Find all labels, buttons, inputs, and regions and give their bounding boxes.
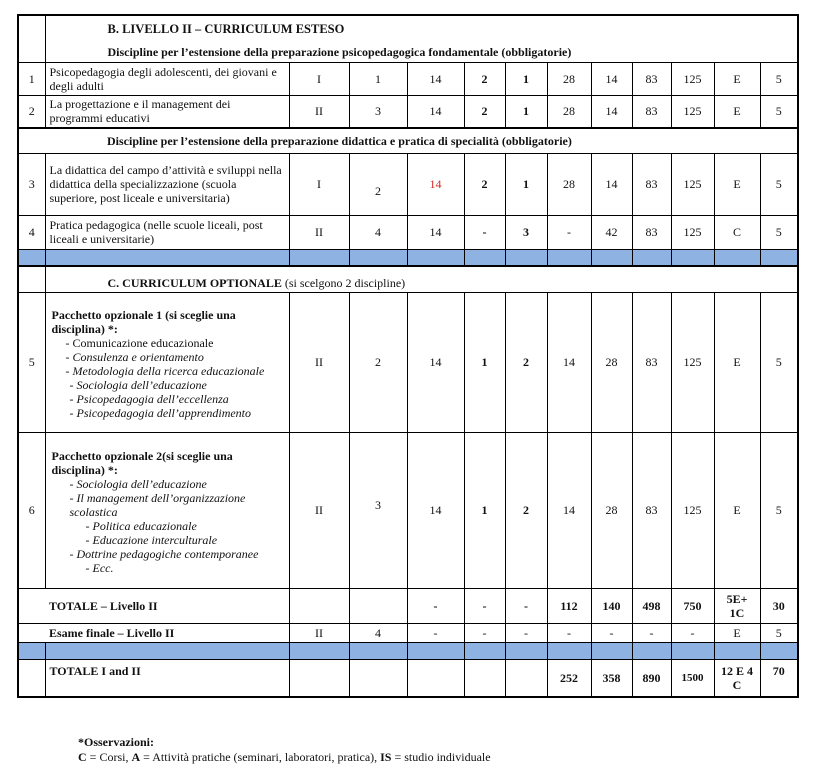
notes-heading: *Osservazioni: [78, 735, 154, 749]
value: 1 [505, 153, 547, 215]
credits: 5 [760, 62, 798, 95]
discipline-name: La progettazione e il management dei programmi educativi [45, 95, 289, 128]
value: 358 [591, 659, 632, 697]
value: 83 [632, 153, 671, 215]
semester: II [289, 215, 349, 249]
blank-cell [18, 266, 45, 292]
value: 14 [407, 153, 464, 215]
blank-cell [349, 659, 407, 697]
legend-text: = Corsi, [86, 750, 132, 764]
value: 1 [505, 62, 547, 95]
value: 2 [505, 432, 547, 588]
value: - [547, 215, 591, 249]
value: 83 [632, 432, 671, 588]
value: 1 [505, 95, 547, 128]
total-row [18, 588, 798, 623]
list-item: - Educazione interculturale [85, 532, 218, 547]
credits: 5 [760, 623, 798, 642]
value: 28 [547, 62, 591, 95]
value: 83 [632, 62, 671, 95]
value: 14 [407, 215, 464, 249]
group2-header [18, 128, 798, 153]
order: 2 [349, 153, 407, 215]
value: 1500 [671, 659, 714, 697]
order: 3 [349, 95, 407, 128]
value: 28 [591, 292, 632, 432]
legend-key: IS [380, 750, 392, 764]
value: 252 [547, 659, 591, 697]
value: - [505, 623, 547, 642]
credits: 5 [760, 95, 798, 128]
table-row [18, 215, 798, 249]
blank-cell [18, 659, 45, 697]
value: 890 [632, 659, 671, 697]
legend-text: = Attività pratiche (seminari, laboratori, pratica), [140, 750, 381, 764]
value: - [671, 623, 714, 642]
legend-key: A [131, 750, 141, 764]
credits: 30 [760, 588, 798, 623]
value: 2 [464, 62, 505, 95]
order: 2 [349, 292, 407, 432]
semester: I [289, 62, 349, 95]
value: 1 [464, 292, 505, 432]
order: 1 [349, 62, 407, 95]
discipline-name: La didattica del campo d’attività e sviluppi nella didattica della specializzazione (scuola superiore, post liceale e universitaria) [45, 153, 289, 215]
table-row [18, 62, 798, 95]
value: 14 [407, 62, 464, 95]
value: 14 [547, 432, 591, 588]
exam-type: E [714, 623, 760, 642]
value: 14 [591, 153, 632, 215]
exam-label: Esame finale – Livello II [18, 623, 289, 642]
value: 140 [591, 588, 632, 623]
value: 83 [632, 95, 671, 128]
section-b-title: B. LIVELLO II – CURRICULUM ESTESO [45, 15, 798, 42]
credits: 70 [760, 659, 798, 697]
blank-cell [289, 588, 349, 623]
credits: 5 [760, 153, 798, 215]
blank-cell [464, 659, 505, 697]
row-number: 2 [18, 95, 45, 128]
value: - [464, 215, 505, 249]
semester: II [289, 432, 349, 588]
credits: 5 [760, 292, 798, 432]
section-c-title [45, 266, 798, 292]
list-item: - Psicopedagogia dell’eccellenza [69, 391, 229, 406]
list-item: - Il management dell’organizzazione scolastica [69, 490, 246, 519]
value: 14 [407, 432, 464, 588]
semester: II [289, 623, 349, 642]
grand-total-row [18, 659, 798, 697]
value: 112 [547, 588, 591, 623]
blank-cell [407, 659, 464, 697]
row-number: 1 [18, 62, 45, 95]
value: 42 [591, 215, 632, 249]
blank-cell [349, 588, 407, 623]
value: 2 [505, 292, 547, 432]
value: 2 [464, 95, 505, 128]
row-number: 3 [18, 153, 45, 215]
package-title: Pacchetto opzionale 1 (si sceglie una disciplina) *: [51, 307, 236, 336]
exam-type: 12 E 4 C [714, 659, 760, 697]
section-b-header [18, 15, 798, 42]
value: 125 [671, 292, 714, 432]
value: 14 [407, 292, 464, 432]
notes-legend [78, 750, 491, 765]
list-item: - Consulenza e orientamento [65, 349, 204, 364]
exam-type: E [714, 292, 760, 432]
value: 498 [632, 588, 671, 623]
order: 3 [349, 432, 407, 588]
value: 83 [632, 292, 671, 432]
table-row [18, 153, 798, 215]
value: 125 [671, 62, 714, 95]
row-number: 6 [18, 432, 45, 588]
value: 125 [671, 95, 714, 128]
section-c-header [18, 266, 798, 292]
value: - [407, 588, 464, 623]
semester: II [289, 95, 349, 128]
exam-type: 5E+ 1C [714, 588, 760, 623]
group1-header [18, 42, 798, 62]
value: - [547, 623, 591, 642]
legend-text: = studio individuale [391, 750, 491, 764]
list-item: - Politica educazionale [85, 518, 197, 533]
value: 750 [671, 588, 714, 623]
value: - [505, 588, 547, 623]
list-item: - Psicopedagogia dell’apprendimento [69, 405, 252, 420]
order: 4 [349, 215, 407, 249]
row-number: 5 [18, 292, 45, 432]
group1-title: Discipline per l’estensione della preparazione psicopedagogica fondamentale (obbligatorie) [45, 42, 798, 62]
grand-total-label: TOTALE I and II [45, 659, 289, 697]
list-item: - Sociologia dell’educazione [69, 377, 207, 392]
value: - [632, 623, 671, 642]
list-item: - Ecc. [85, 560, 114, 575]
value: 125 [671, 432, 714, 588]
value: 125 [671, 153, 714, 215]
notes [78, 735, 491, 765]
legend-key: C [78, 750, 87, 764]
curriculum-table [17, 14, 799, 698]
table-row [18, 95, 798, 128]
blank-cell [18, 15, 45, 62]
value: 14 [547, 292, 591, 432]
list-item: - Comunicazione educazionale [65, 335, 214, 350]
exam-type: E [714, 432, 760, 588]
value: 28 [591, 432, 632, 588]
credits: 5 [760, 432, 798, 588]
semester: II [289, 292, 349, 432]
list-item: - Sociologia dell’educazione [69, 476, 207, 491]
package-1 [45, 292, 289, 432]
blank-cell [289, 659, 349, 697]
exam-type: E [714, 62, 760, 95]
list-item: - Metodologia della ricerca educazionale [65, 363, 265, 378]
semester: I [289, 153, 349, 215]
section-c-title-bold: C. CURRICULUM OPTIONALE [107, 276, 282, 291]
value: - [591, 623, 632, 642]
value: 125 [671, 215, 714, 249]
value: 14 [591, 95, 632, 128]
group2-title: Discipline per l’estensione della preparazione didattica e pratica di specialità (obbligatorie) [18, 128, 798, 153]
package-title: Pacchetto opzionale 2(si sceglie una disciplina) *: [51, 448, 233, 477]
package-2 [45, 432, 289, 588]
exam-type: C [714, 215, 760, 249]
discipline-name: Pratica pedagogica (nelle scuole liceali, post liceali e universitarie) [45, 215, 289, 249]
total-label: TOTALE – Livello II [18, 588, 289, 623]
exam-type: E [714, 95, 760, 128]
value: 2 [464, 153, 505, 215]
value: 1 [464, 432, 505, 588]
order: 4 [349, 623, 407, 642]
value: 14 [591, 62, 632, 95]
list-item: - Dottrine pedagogiche contemporanee [69, 546, 259, 561]
exam-row [18, 623, 798, 642]
discipline-name: Psicopedagogia degli adolescenti, dei giovani e degli adulti [45, 62, 289, 95]
blue-separator [18, 249, 798, 266]
value: 28 [547, 95, 591, 128]
table-row [18, 432, 798, 588]
value: 28 [547, 153, 591, 215]
value: - [464, 588, 505, 623]
section-c-title-note: (si scelgono 2 discipline) [281, 276, 406, 291]
value: 83 [632, 215, 671, 249]
table-row [18, 292, 798, 432]
credits: 5 [760, 215, 798, 249]
value: 3 [505, 215, 547, 249]
blue-separator [18, 642, 798, 659]
row-number: 4 [18, 215, 45, 249]
value: - [407, 623, 464, 642]
value: - [464, 623, 505, 642]
blank-cell [505, 659, 547, 697]
exam-type: E [714, 153, 760, 215]
value: 14 [407, 95, 464, 128]
